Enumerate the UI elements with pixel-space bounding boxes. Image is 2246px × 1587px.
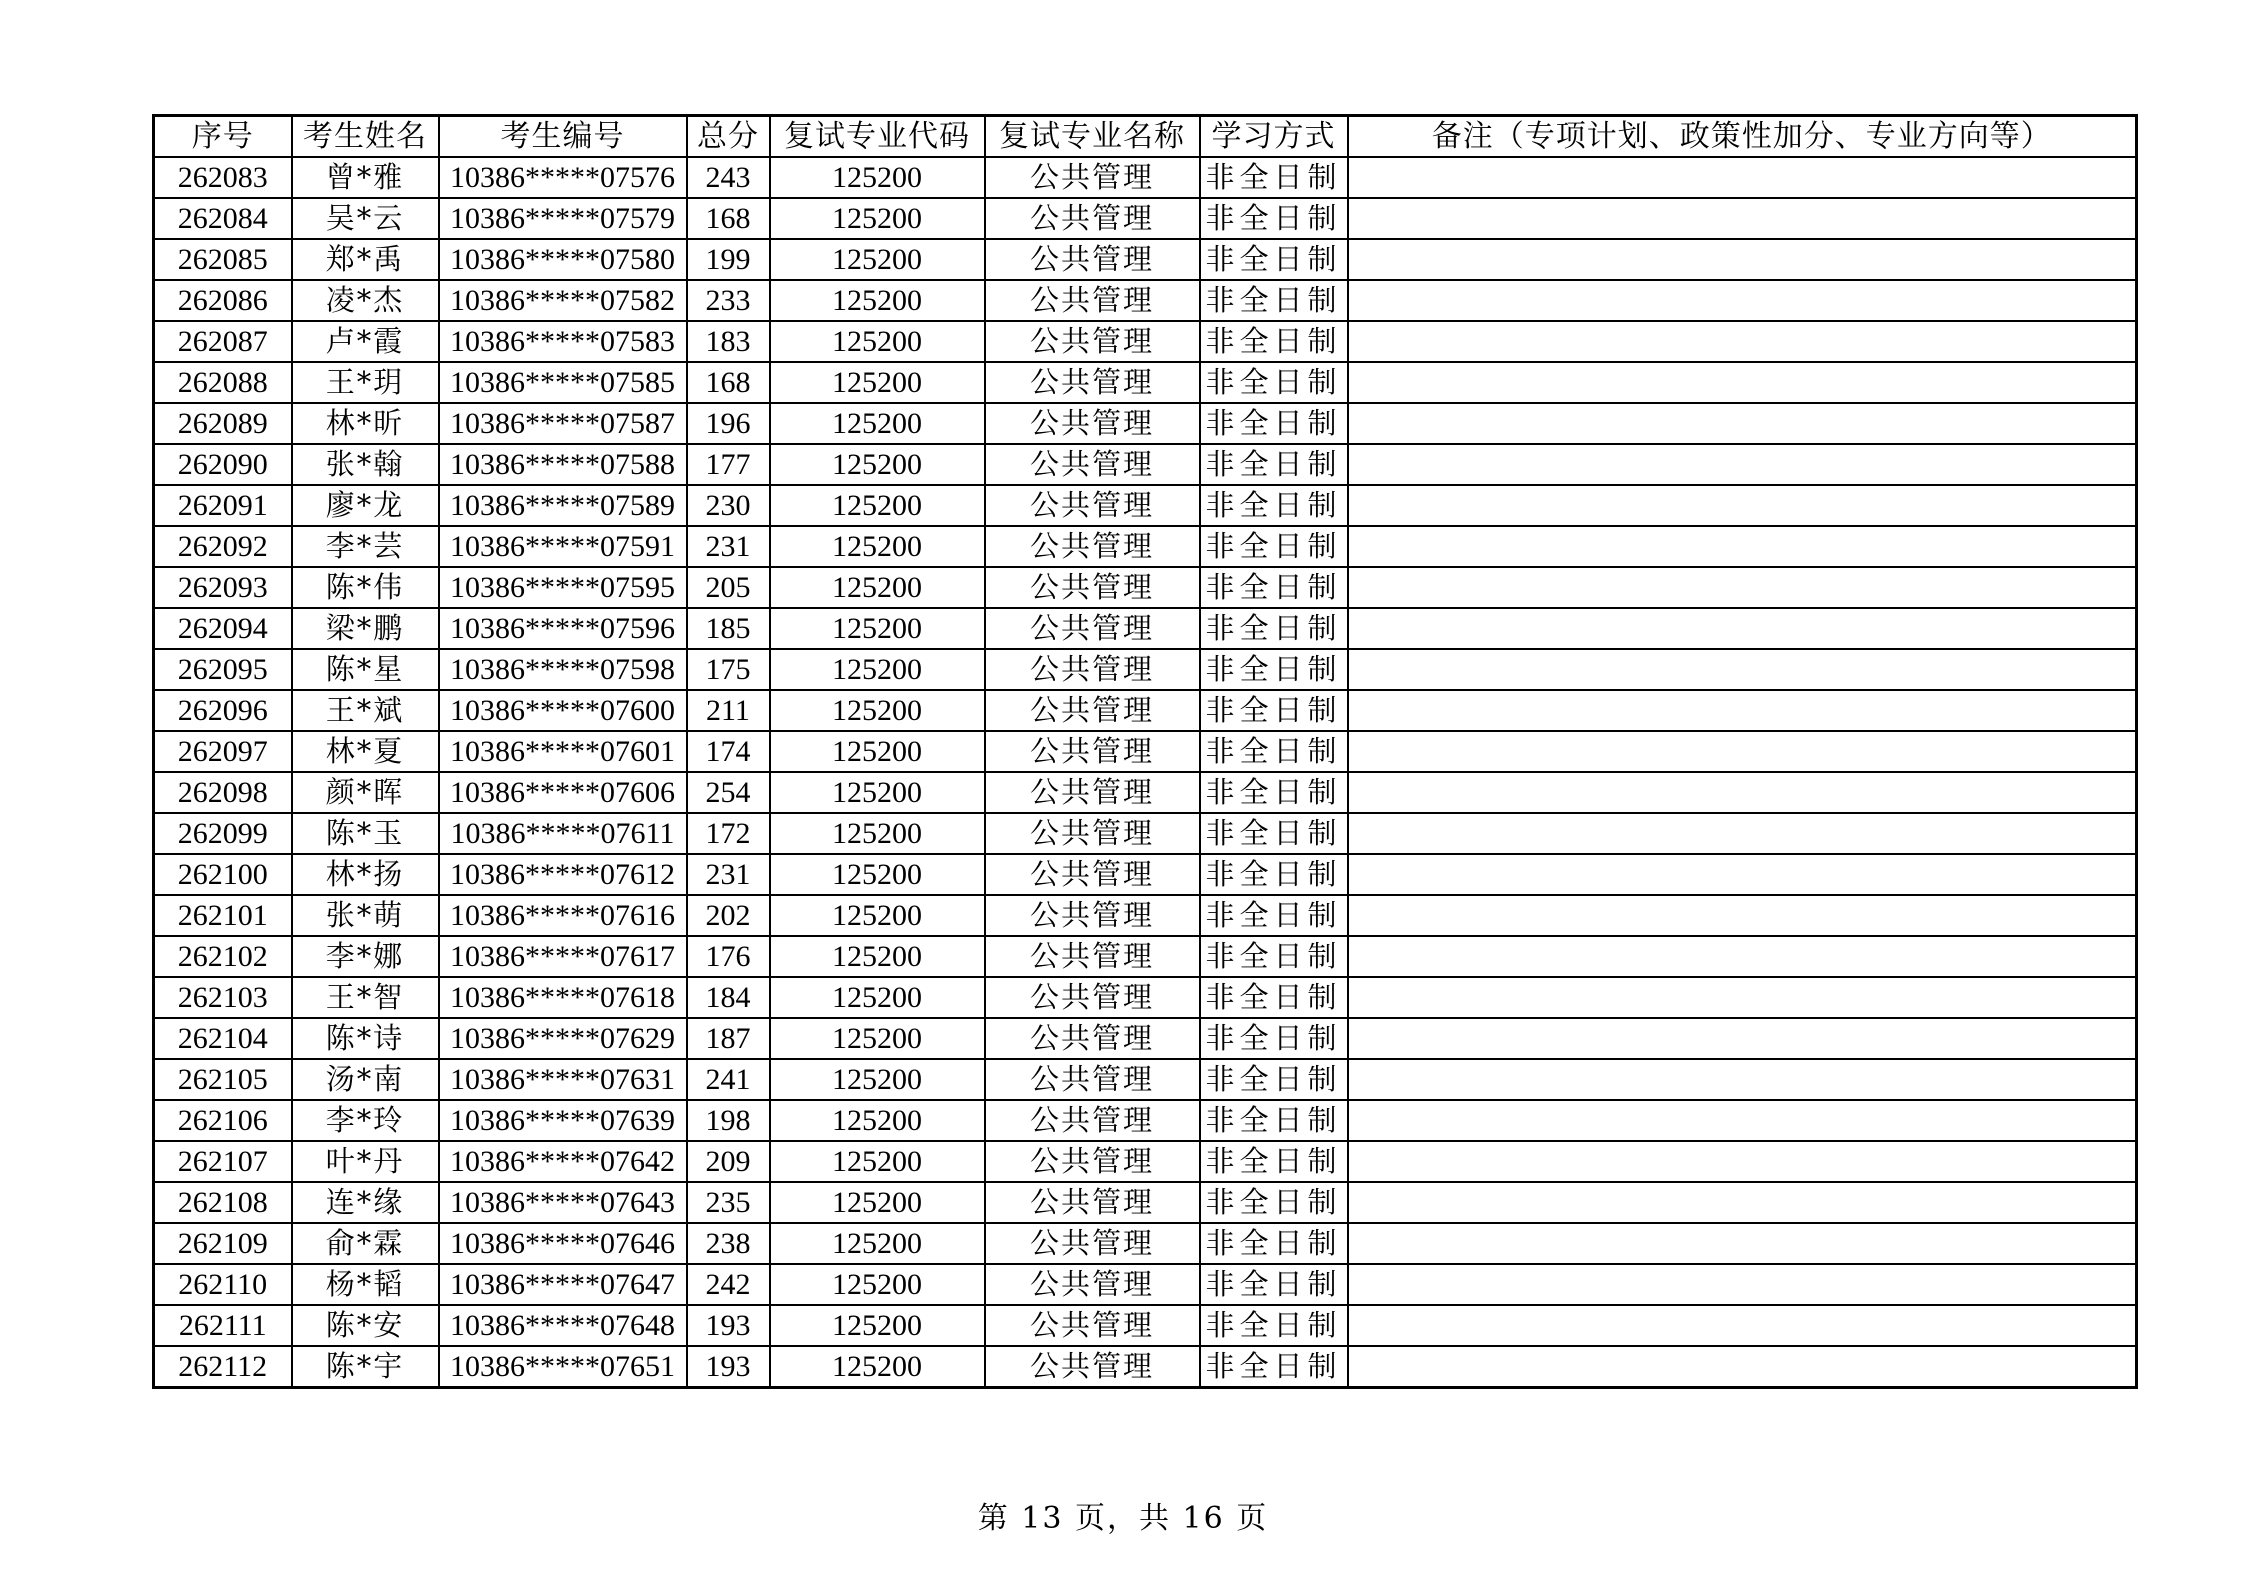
candidate-id-cell: 10386*****07629	[439, 1018, 687, 1059]
table-row	[154, 1059, 2137, 1100]
study-mode-cell: 非全日制	[1200, 567, 1348, 608]
table-row	[154, 854, 2137, 895]
remarks-cell	[1348, 1264, 2137, 1305]
page-number: 第 13 页，共 16 页	[977, 1501, 1269, 1536]
serial-cell: 262100	[154, 854, 292, 895]
candidate-id-cell: 10386*****07651	[439, 1346, 687, 1388]
table-row	[154, 1182, 2137, 1223]
table-row	[154, 649, 2137, 690]
name-cell: 陈*玉	[292, 813, 439, 854]
remarks-cell	[1348, 1018, 2137, 1059]
major-name-cell: 公共管理	[985, 772, 1200, 813]
major-code-cell: 125200	[770, 854, 985, 895]
table-row	[154, 1346, 2137, 1388]
table-row	[154, 403, 2137, 444]
study-mode-cell: 非全日制	[1200, 1223, 1348, 1264]
major-code-cell: 125200	[770, 977, 985, 1018]
name-cell: 陈*宇	[292, 1346, 439, 1388]
major-code-cell: 125200	[770, 403, 985, 444]
major-code-cell: 125200	[770, 690, 985, 731]
score-cell: 193	[687, 1346, 770, 1388]
table-row	[154, 1141, 2137, 1182]
name-cell: 李*玲	[292, 1100, 439, 1141]
study-mode-cell: 非全日制	[1200, 239, 1348, 280]
serial-cell: 262094	[154, 608, 292, 649]
serial-cell: 262102	[154, 936, 292, 977]
major-code-cell: 125200	[770, 1305, 985, 1346]
name-cell: 王*斌	[292, 690, 439, 731]
major-name-cell: 公共管理	[985, 731, 1200, 772]
major-name-cell: 公共管理	[985, 854, 1200, 895]
candidate-id-cell: 10386*****07643	[439, 1182, 687, 1223]
major-name-cell: 公共管理	[985, 157, 1200, 198]
remarks-cell	[1348, 1223, 2137, 1264]
header-name: 考生姓名	[292, 116, 439, 158]
table-row	[154, 608, 2137, 649]
header-remarks: 备注（专项计划、政策性加分、专业方向等）	[1348, 116, 2137, 158]
major-name-cell: 公共管理	[985, 649, 1200, 690]
score-cell: 184	[687, 977, 770, 1018]
name-cell: 林*扬	[292, 854, 439, 895]
major-code-cell: 125200	[770, 1182, 985, 1223]
major-name-cell: 公共管理	[985, 239, 1200, 280]
candidate-id-cell: 10386*****07588	[439, 444, 687, 485]
candidate-id-cell: 10386*****07595	[439, 567, 687, 608]
major-name-cell: 公共管理	[985, 1141, 1200, 1182]
candidate-id-cell: 10386*****07616	[439, 895, 687, 936]
table-row	[154, 239, 2137, 280]
study-mode-cell: 非全日制	[1200, 1059, 1348, 1100]
remarks-cell	[1348, 403, 2137, 444]
major-name-cell: 公共管理	[985, 690, 1200, 731]
major-name-cell: 公共管理	[985, 1346, 1200, 1388]
remarks-cell	[1348, 608, 2137, 649]
remarks-cell	[1348, 444, 2137, 485]
score-cell: 176	[687, 936, 770, 977]
major-name-cell: 公共管理	[985, 895, 1200, 936]
remarks-cell	[1348, 977, 2137, 1018]
remarks-cell	[1348, 936, 2137, 977]
candidate-id-cell: 10386*****07642	[439, 1141, 687, 1182]
serial-cell: 262087	[154, 321, 292, 362]
score-cell: 172	[687, 813, 770, 854]
major-name-cell: 公共管理	[985, 280, 1200, 321]
remarks-cell	[1348, 239, 2137, 280]
remarks-cell	[1348, 157, 2137, 198]
table-row	[154, 1223, 2137, 1264]
score-cell: 241	[687, 1059, 770, 1100]
name-cell: 李*芸	[292, 526, 439, 567]
candidate-id-cell: 10386*****07598	[439, 649, 687, 690]
score-cell: 202	[687, 895, 770, 936]
table-row	[154, 1018, 2137, 1059]
header-study-mode: 学习方式	[1200, 116, 1348, 158]
study-mode-cell: 非全日制	[1200, 936, 1348, 977]
study-mode-cell: 非全日制	[1200, 1182, 1348, 1223]
study-mode-cell: 非全日制	[1200, 1100, 1348, 1141]
score-cell: 175	[687, 649, 770, 690]
table-row	[154, 895, 2137, 936]
name-cell: 梁*鹏	[292, 608, 439, 649]
serial-cell: 262092	[154, 526, 292, 567]
study-mode-cell: 非全日制	[1200, 1018, 1348, 1059]
major-name-cell: 公共管理	[985, 403, 1200, 444]
major-name-cell: 公共管理	[985, 444, 1200, 485]
table-row	[154, 772, 2137, 813]
table-header-row	[154, 116, 2137, 158]
major-name-cell: 公共管理	[985, 608, 1200, 649]
major-code-cell: 125200	[770, 362, 985, 403]
study-mode-cell: 非全日制	[1200, 362, 1348, 403]
study-mode-cell: 非全日制	[1200, 1305, 1348, 1346]
header-serial: 序号	[154, 116, 292, 158]
name-cell: 陈*伟	[292, 567, 439, 608]
serial-cell: 262098	[154, 772, 292, 813]
major-name-cell: 公共管理	[985, 813, 1200, 854]
serial-cell: 262109	[154, 1223, 292, 1264]
candidate-id-cell: 10386*****07601	[439, 731, 687, 772]
score-cell: 199	[687, 239, 770, 280]
name-cell: 汤*南	[292, 1059, 439, 1100]
table-row	[154, 1100, 2137, 1141]
study-mode-cell: 非全日制	[1200, 1264, 1348, 1305]
remarks-cell	[1348, 1059, 2137, 1100]
remarks-cell	[1348, 1182, 2137, 1223]
score-cell: 198	[687, 1100, 770, 1141]
major-name-cell: 公共管理	[985, 567, 1200, 608]
major-code-cell: 125200	[770, 444, 985, 485]
serial-cell: 262108	[154, 1182, 292, 1223]
candidate-id-cell: 10386*****07611	[439, 813, 687, 854]
table-row	[154, 567, 2137, 608]
score-cell: 233	[687, 280, 770, 321]
serial-cell: 262089	[154, 403, 292, 444]
score-cell: 193	[687, 1305, 770, 1346]
table-body	[154, 157, 2137, 1388]
name-cell: 王*玥	[292, 362, 439, 403]
major-code-cell: 125200	[770, 1018, 985, 1059]
serial-cell: 262106	[154, 1100, 292, 1141]
serial-cell: 262088	[154, 362, 292, 403]
score-cell: 168	[687, 362, 770, 403]
remarks-cell	[1348, 1100, 2137, 1141]
major-name-cell: 公共管理	[985, 1018, 1200, 1059]
major-code-cell: 125200	[770, 813, 985, 854]
table-row	[154, 936, 2137, 977]
major-name-cell: 公共管理	[985, 1059, 1200, 1100]
study-mode-cell: 非全日制	[1200, 321, 1348, 362]
serial-cell: 262086	[154, 280, 292, 321]
study-mode-cell: 非全日制	[1200, 813, 1348, 854]
candidate-id-cell: 10386*****07606	[439, 772, 687, 813]
study-mode-cell: 非全日制	[1200, 649, 1348, 690]
candidate-id-cell: 10386*****07612	[439, 854, 687, 895]
table-row	[154, 321, 2137, 362]
major-name-cell: 公共管理	[985, 1223, 1200, 1264]
study-mode-cell: 非全日制	[1200, 1346, 1348, 1388]
serial-cell: 262107	[154, 1141, 292, 1182]
major-code-cell: 125200	[770, 731, 985, 772]
table-row	[154, 731, 2137, 772]
name-cell: 卢*霞	[292, 321, 439, 362]
table-row	[154, 198, 2137, 239]
name-cell: 凌*杰	[292, 280, 439, 321]
score-cell: 196	[687, 403, 770, 444]
major-code-cell: 125200	[770, 239, 985, 280]
study-mode-cell: 非全日制	[1200, 731, 1348, 772]
remarks-cell	[1348, 731, 2137, 772]
candidate-id-cell: 10386*****07576	[439, 157, 687, 198]
study-mode-cell: 非全日制	[1200, 157, 1348, 198]
serial-cell: 262099	[154, 813, 292, 854]
study-mode-cell: 非全日制	[1200, 977, 1348, 1018]
remarks-cell	[1348, 1305, 2137, 1346]
name-cell: 廖*龙	[292, 485, 439, 526]
major-name-cell: 公共管理	[985, 1100, 1200, 1141]
name-cell: 张*萌	[292, 895, 439, 936]
name-cell: 陈*安	[292, 1305, 439, 1346]
header-total-score: 总分	[687, 116, 770, 158]
remarks-cell	[1348, 772, 2137, 813]
table-row	[154, 977, 2137, 1018]
serial-cell: 262091	[154, 485, 292, 526]
remarks-cell	[1348, 362, 2137, 403]
study-mode-cell: 非全日制	[1200, 690, 1348, 731]
name-cell: 林*夏	[292, 731, 439, 772]
remarks-cell	[1348, 690, 2137, 731]
remarks-cell	[1348, 854, 2137, 895]
major-name-cell: 公共管理	[985, 977, 1200, 1018]
major-code-cell: 125200	[770, 936, 985, 977]
remarks-cell	[1348, 895, 2137, 936]
major-code-cell: 125200	[770, 198, 985, 239]
name-cell: 张*翰	[292, 444, 439, 485]
serial-cell: 262095	[154, 649, 292, 690]
candidate-id-cell: 10386*****07648	[439, 1305, 687, 1346]
candidate-id-cell: 10386*****07587	[439, 403, 687, 444]
serial-cell: 262112	[154, 1346, 292, 1388]
study-mode-cell: 非全日制	[1200, 854, 1348, 895]
major-code-cell: 125200	[770, 772, 985, 813]
score-cell: 231	[687, 854, 770, 895]
score-cell: 242	[687, 1264, 770, 1305]
major-code-cell: 125200	[770, 485, 985, 526]
score-cell: 187	[687, 1018, 770, 1059]
major-code-cell: 125200	[770, 1059, 985, 1100]
score-cell: 235	[687, 1182, 770, 1223]
candidate-id-cell: 10386*****07580	[439, 239, 687, 280]
major-name-cell: 公共管理	[985, 526, 1200, 567]
major-name-cell: 公共管理	[985, 1305, 1200, 1346]
serial-cell: 262083	[154, 157, 292, 198]
major-name-cell: 公共管理	[985, 1182, 1200, 1223]
major-name-cell: 公共管理	[985, 1264, 1200, 1305]
major-code-cell: 125200	[770, 280, 985, 321]
table-row	[154, 1305, 2137, 1346]
score-cell: 231	[687, 526, 770, 567]
serial-cell: 262084	[154, 198, 292, 239]
name-cell: 叶*丹	[292, 1141, 439, 1182]
major-code-cell: 125200	[770, 895, 985, 936]
score-cell: 185	[687, 608, 770, 649]
table-row	[154, 690, 2137, 731]
remarks-cell	[1348, 567, 2137, 608]
table-row	[154, 444, 2137, 485]
serial-cell: 262111	[154, 1305, 292, 1346]
major-code-cell: 125200	[770, 649, 985, 690]
candidate-id-cell: 10386*****07585	[439, 362, 687, 403]
serial-cell: 262093	[154, 567, 292, 608]
name-cell: 曾*雅	[292, 157, 439, 198]
header-major-code: 复试专业代码	[770, 116, 985, 158]
table-row	[154, 280, 2137, 321]
major-code-cell: 125200	[770, 1223, 985, 1264]
serial-cell: 262101	[154, 895, 292, 936]
name-cell: 俞*霖	[292, 1223, 439, 1264]
candidate-id-cell: 10386*****07647	[439, 1264, 687, 1305]
major-name-cell: 公共管理	[985, 936, 1200, 977]
score-cell: 183	[687, 321, 770, 362]
study-mode-cell: 非全日制	[1200, 485, 1348, 526]
name-cell: 郑*禹	[292, 239, 439, 280]
serial-cell: 262104	[154, 1018, 292, 1059]
remarks-cell	[1348, 1346, 2137, 1388]
major-name-cell: 公共管理	[985, 362, 1200, 403]
candidate-id-cell: 10386*****07646	[439, 1223, 687, 1264]
major-code-cell: 125200	[770, 608, 985, 649]
major-code-cell: 125200	[770, 1346, 985, 1388]
score-cell: 254	[687, 772, 770, 813]
serial-cell: 262085	[154, 239, 292, 280]
study-mode-cell: 非全日制	[1200, 444, 1348, 485]
major-code-cell: 125200	[770, 157, 985, 198]
serial-cell: 262090	[154, 444, 292, 485]
candidate-id-cell: 10386*****07596	[439, 608, 687, 649]
table-row	[154, 157, 2137, 198]
candidate-id-cell: 10386*****07582	[439, 280, 687, 321]
score-cell: 177	[687, 444, 770, 485]
remarks-cell	[1348, 198, 2137, 239]
candidate-id-cell: 10386*****07617	[439, 936, 687, 977]
name-cell: 陈*诗	[292, 1018, 439, 1059]
candidate-id-cell: 10386*****07618	[439, 977, 687, 1018]
serial-cell: 262096	[154, 690, 292, 731]
candidate-id-cell: 10386*****07579	[439, 198, 687, 239]
remarks-cell	[1348, 526, 2137, 567]
serial-cell: 262105	[154, 1059, 292, 1100]
study-mode-cell: 非全日制	[1200, 403, 1348, 444]
name-cell: 王*智	[292, 977, 439, 1018]
major-code-cell: 125200	[770, 1141, 985, 1182]
name-cell: 连*缘	[292, 1182, 439, 1223]
score-cell: 168	[687, 198, 770, 239]
candidate-id-cell: 10386*****07600	[439, 690, 687, 731]
name-cell: 李*娜	[292, 936, 439, 977]
remarks-cell	[1348, 813, 2137, 854]
candidate-id-cell: 10386*****07583	[439, 321, 687, 362]
name-cell: 吴*云	[292, 198, 439, 239]
study-mode-cell: 非全日制	[1200, 198, 1348, 239]
study-mode-cell: 非全日制	[1200, 608, 1348, 649]
major-code-cell: 125200	[770, 526, 985, 567]
major-code-cell: 125200	[770, 321, 985, 362]
table-row	[154, 485, 2137, 526]
table-row	[154, 362, 2137, 403]
table-row	[154, 1264, 2137, 1305]
header-candidate-id: 考生编号	[439, 116, 687, 158]
serial-cell: 262097	[154, 731, 292, 772]
serial-cell: 262110	[154, 1264, 292, 1305]
major-name-cell: 公共管理	[985, 485, 1200, 526]
score-cell: 209	[687, 1141, 770, 1182]
score-cell: 174	[687, 731, 770, 772]
remarks-cell	[1348, 321, 2137, 362]
score-cell: 230	[687, 485, 770, 526]
score-cell: 238	[687, 1223, 770, 1264]
name-cell: 林*昕	[292, 403, 439, 444]
admission-table	[152, 114, 2138, 1389]
major-code-cell: 125200	[770, 1264, 985, 1305]
remarks-cell	[1348, 649, 2137, 690]
major-code-cell: 125200	[770, 567, 985, 608]
name-cell: 陈*星	[292, 649, 439, 690]
major-code-cell: 125200	[770, 1100, 985, 1141]
table-row	[154, 813, 2137, 854]
study-mode-cell: 非全日制	[1200, 1141, 1348, 1182]
candidate-id-cell: 10386*****07589	[439, 485, 687, 526]
table-row	[154, 526, 2137, 567]
study-mode-cell: 非全日制	[1200, 772, 1348, 813]
name-cell: 颜*晖	[292, 772, 439, 813]
major-name-cell: 公共管理	[985, 321, 1200, 362]
score-cell: 205	[687, 567, 770, 608]
candidate-id-cell: 10386*****07639	[439, 1100, 687, 1141]
header-major-name: 复试专业名称	[985, 116, 1200, 158]
study-mode-cell: 非全日制	[1200, 526, 1348, 567]
study-mode-cell: 非全日制	[1200, 895, 1348, 936]
serial-cell: 262103	[154, 977, 292, 1018]
score-cell: 211	[687, 690, 770, 731]
score-cell: 243	[687, 157, 770, 198]
remarks-cell	[1348, 1141, 2137, 1182]
study-mode-cell: 非全日制	[1200, 280, 1348, 321]
candidate-id-cell: 10386*****07631	[439, 1059, 687, 1100]
major-name-cell: 公共管理	[985, 198, 1200, 239]
remarks-cell	[1348, 485, 2137, 526]
name-cell: 杨*韬	[292, 1264, 439, 1305]
remarks-cell	[1348, 280, 2137, 321]
candidate-id-cell: 10386*****07591	[439, 526, 687, 567]
